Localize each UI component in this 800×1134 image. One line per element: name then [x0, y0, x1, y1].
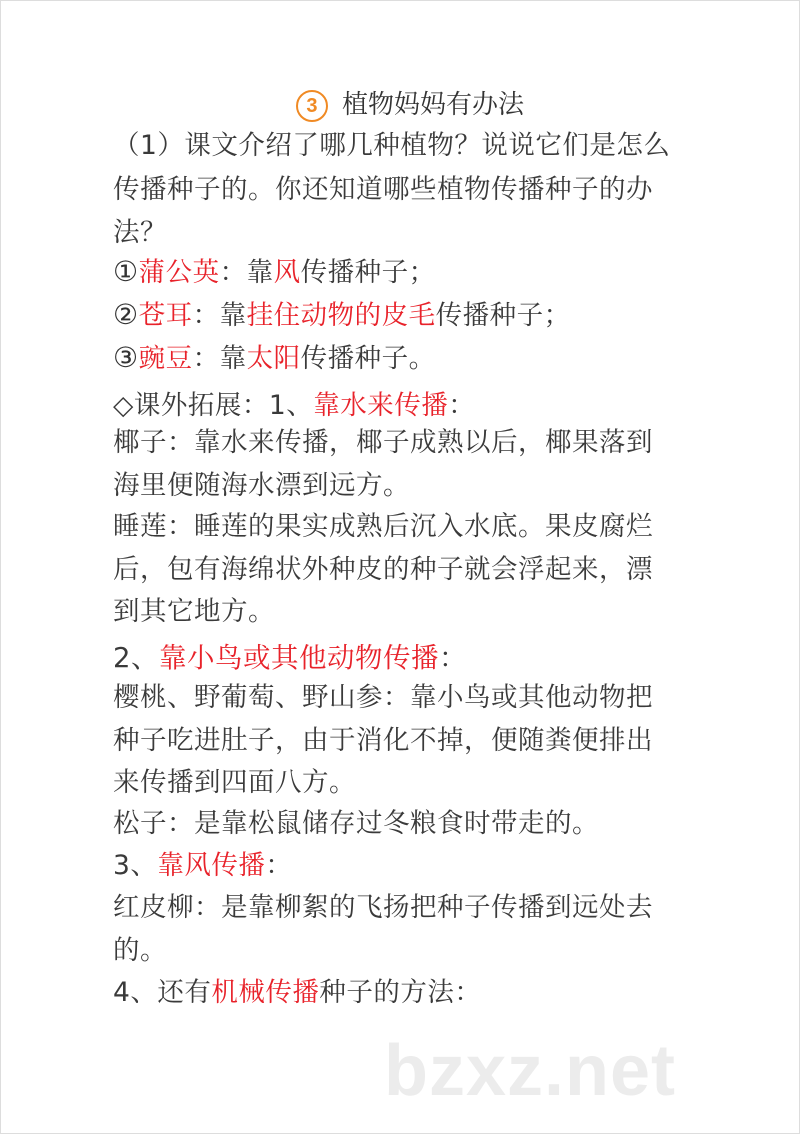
text-line [113, 724, 653, 758]
text-line [113, 510, 653, 544]
text-line [113, 641, 467, 675]
text-segment: 4、还有 [113, 977, 212, 1008]
highlighted-text: 豌豆 [138, 343, 193, 374]
text-segment: 传播种子。 [300, 343, 436, 374]
text-segment: 法？ [113, 217, 167, 248]
text-segment: 2、 [113, 642, 159, 674]
circled-number: ① [113, 255, 139, 288]
text-line [113, 173, 653, 207]
text-line [113, 341, 436, 375]
text-segment: 到其它地方。 [113, 596, 275, 627]
text-segment: 的。 [113, 935, 167, 966]
circled-number: ③ [113, 341, 139, 374]
title-text: 植物妈妈有办法 [341, 90, 524, 120]
text-segment: ： [265, 850, 293, 881]
text-segment: 后，包有海绵状外种皮的种子就会浮起来，漂 [113, 554, 653, 585]
page-title [1, 87, 799, 123]
text-line [113, 426, 653, 460]
highlighted-text: 太阳 [246, 343, 301, 374]
highlighted-text: 靠水来传播 [313, 390, 449, 421]
highlighted-text: 风 [273, 257, 301, 288]
text-segment: 传播种子； [300, 257, 436, 288]
text-segment: 传播种子的。你还知道哪些植物传播种子的办 [113, 174, 653, 205]
text-segment: 椰子：靠水来传播，椰子成熟以后，椰果落到 [113, 427, 653, 458]
text-segment: 来传播到四面八方。 [113, 767, 356, 798]
text-segment: ： [439, 642, 467, 674]
text-segment: ：靠 [219, 257, 274, 288]
highlighted-text: 靠风传播 [157, 850, 266, 881]
text-segment: ◇课外拓展：1、 [113, 390, 314, 421]
text-line [113, 389, 475, 423]
highlighted-text: 机械传播 [211, 977, 320, 1008]
text-line [113, 553, 653, 587]
text-segment: 种子吃进肚子，由于消化不掉，便随粪便排出 [113, 725, 653, 756]
circled-number-badge: 3 [296, 90, 328, 122]
highlighted-text: 挂住动物的皮毛 [246, 300, 436, 331]
text-segment: ：靠 [192, 343, 247, 374]
text-segment: 松子：是靠松鼠储存过冬粮食时带走的。 [113, 808, 599, 839]
text-segment: 海里便随海水漂到远方。 [113, 470, 410, 501]
text-line [113, 976, 481, 1010]
text-segment: 睡莲：睡莲的果实成熟后沉入水底。果皮腐烂 [113, 511, 653, 542]
text-segment: 传播种子； [435, 300, 571, 331]
text-line [113, 766, 356, 800]
text-segment: ： [448, 390, 476, 421]
text-line [113, 469, 410, 503]
circled-number: ② [113, 298, 139, 331]
text-segment: （1）课文介绍了哪几种植物？说说它们是怎么 [113, 130, 671, 161]
text-line [113, 681, 653, 715]
highlighted-text: 靠小鸟或其他动物传播 [159, 642, 439, 674]
text-line [113, 595, 275, 629]
highlighted-text: 蒲公英 [138, 257, 220, 288]
text-segment: 3、 [113, 850, 158, 881]
text-line [113, 807, 599, 841]
text-segment: 红皮柳：是靠柳絮的飞扬把种子传播到远处去 [113, 892, 653, 923]
text-line [113, 934, 167, 968]
text-segment: 樱桃、野葡萄、野山参：靠小鸟或其他动物把 [113, 682, 653, 713]
highlighted-text: 苍耳 [138, 300, 193, 331]
text-line [113, 129, 670, 163]
text-line [113, 216, 167, 250]
text-line [113, 298, 571, 332]
text-segment: 种子的方法： [319, 977, 482, 1008]
text-line [113, 255, 436, 289]
text-line [113, 891, 653, 925]
watermark: bzxz.net [384, 1031, 677, 1111]
text-segment: ：靠 [192, 300, 247, 331]
text-line [113, 849, 292, 883]
